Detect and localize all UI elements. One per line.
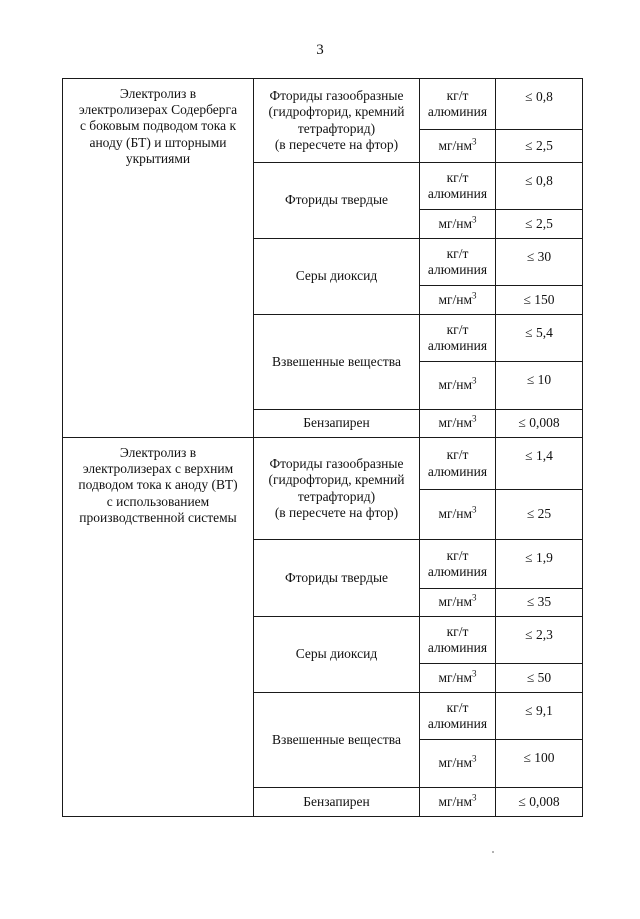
unit-base: мг/нм bbox=[438, 594, 473, 610]
unit-line: кг/т bbox=[446, 169, 469, 185]
unit-cell bbox=[420, 438, 496, 490]
limit-value-cell: ≤ 100 bbox=[496, 740, 583, 788]
pollutant-text-line: Бензапирен bbox=[303, 793, 370, 809]
unit-cell bbox=[420, 163, 496, 210]
unit-cell bbox=[420, 664, 496, 693]
pollutant-cell bbox=[254, 239, 420, 315]
unit-line: кг/т bbox=[446, 623, 469, 639]
unit-cell bbox=[420, 589, 496, 617]
pollutant-cell bbox=[254, 693, 420, 788]
limit-value-cell: ≤ 25 bbox=[496, 490, 583, 540]
unit-superscript: 3 bbox=[472, 668, 477, 679]
unit-cell bbox=[420, 490, 496, 540]
unit-superscript: 3 bbox=[472, 753, 477, 764]
unit-superscript: 3 bbox=[472, 136, 477, 147]
process-text-line: подводом тока к аноду (ВТ) bbox=[78, 477, 238, 493]
pollutant-cell bbox=[254, 410, 420, 438]
pollutant-text-line: Фториды газообразные bbox=[269, 88, 404, 104]
unit-cell bbox=[420, 410, 496, 438]
emission-standards-table bbox=[62, 78, 583, 817]
unit-line: кг/т bbox=[446, 245, 469, 261]
unit-cell bbox=[420, 315, 496, 362]
pollutant-cell bbox=[254, 438, 420, 540]
pollutant-cell bbox=[254, 788, 420, 817]
unit-cell bbox=[420, 210, 496, 239]
process-text-line: укрытиями bbox=[125, 150, 191, 166]
unit-base: мг/нм bbox=[438, 506, 473, 522]
limit-value-cell: ≤ 2,5 bbox=[496, 130, 583, 163]
unit-line: кг/т bbox=[446, 547, 469, 563]
unit-line: алюминия bbox=[427, 640, 488, 655]
pollutant-text-line: (в пересчете на фтор) bbox=[274, 504, 399, 520]
limit-value-cell: ≤ 50 bbox=[496, 664, 583, 693]
pollutant-text-line: (в пересчете на фтор) bbox=[274, 136, 399, 152]
limit-value-cell: ≤ 2,5 bbox=[496, 210, 583, 239]
limit-value-cell: ≤ 35 bbox=[496, 589, 583, 617]
unit-cell bbox=[420, 788, 496, 817]
unit-line: алюминия bbox=[427, 262, 488, 277]
pollutant-text-line: (гидрофторид, кремний bbox=[268, 104, 405, 120]
pollutant-text-line: тетрафторид) bbox=[297, 120, 376, 136]
unit-line: кг/т bbox=[446, 87, 469, 103]
pollutant-cell bbox=[254, 617, 420, 693]
unit-superscript: 3 bbox=[472, 290, 477, 301]
limit-value-cell: ≤ 0,8 bbox=[496, 79, 583, 130]
unit-line: кг/т bbox=[446, 699, 469, 715]
limit-value-cell: ≤ 150 bbox=[496, 286, 583, 315]
limit-value-cell: ≤ 1,4 bbox=[496, 438, 583, 490]
pollutant-text-line: тетрафторид) bbox=[297, 488, 376, 504]
pollutant-text-line: Бензапирен bbox=[303, 415, 370, 431]
unit-line: алюминия bbox=[427, 186, 488, 201]
limit-value-cell: ≤ 2,3 bbox=[496, 617, 583, 664]
unit-cell bbox=[420, 740, 496, 788]
pollutant-text-line: Серы диоксид bbox=[295, 268, 378, 284]
limit-value-cell: ≤ 0,008 bbox=[496, 410, 583, 438]
limit-value-cell: ≤ 30 bbox=[496, 239, 583, 286]
limit-value-cell: ≤ 0,8 bbox=[496, 163, 583, 210]
process-text-line: производственной системы bbox=[79, 509, 237, 525]
unit-base: мг/нм bbox=[438, 291, 473, 307]
process-text-line: Электролиз в bbox=[119, 86, 197, 101]
process-cell bbox=[63, 438, 254, 817]
unit-superscript: 3 bbox=[472, 504, 477, 515]
unit-line: алюминия bbox=[427, 564, 488, 579]
process-text-line: электролизерах Содерберга bbox=[78, 102, 238, 118]
unit-cell bbox=[420, 362, 496, 410]
process-text-line: с использованием bbox=[106, 493, 210, 509]
pollutant-text-line: Серы диоксид bbox=[295, 646, 378, 662]
unit-line: кг/т bbox=[446, 321, 469, 337]
unit-line: алюминия bbox=[427, 104, 488, 119]
page-number: 3 bbox=[316, 42, 324, 58]
unit-superscript: 3 bbox=[472, 413, 477, 424]
process-cell bbox=[63, 79, 254, 438]
pollutant-text-line: (гидрофторид, кремний bbox=[268, 472, 405, 488]
unit-cell bbox=[420, 540, 496, 589]
unit-line: алюминия bbox=[427, 338, 488, 353]
unit-superscript: 3 bbox=[472, 214, 477, 225]
unit-cell bbox=[420, 239, 496, 286]
unit-line: кг/т bbox=[446, 447, 469, 463]
unit-superscript: 3 bbox=[472, 792, 477, 803]
unit-cell bbox=[420, 79, 496, 130]
pollutant-cell bbox=[254, 79, 420, 163]
pollutant-cell bbox=[254, 315, 420, 410]
pollutant-text-line: Взвешенные вещества bbox=[272, 353, 401, 369]
unit-superscript: 3 bbox=[472, 592, 477, 603]
pollutant-cell bbox=[254, 163, 420, 239]
process-text-line: аноду (БТ) и шторными bbox=[89, 134, 227, 150]
pollutant-text-line: Фториды твердые bbox=[284, 569, 389, 585]
limit-value-cell: ≤ 5,4 bbox=[496, 315, 583, 362]
pollutant-cell bbox=[254, 540, 420, 617]
unit-cell bbox=[420, 693, 496, 740]
unit-base: мг/нм bbox=[438, 377, 473, 393]
unit-base: мг/нм bbox=[438, 669, 473, 685]
unit-base: мг/нм bbox=[438, 415, 473, 431]
process-text-line: электролизерах с верхним bbox=[82, 461, 234, 477]
unit-line: алюминия bbox=[427, 716, 488, 731]
unit-base: мг/нм bbox=[438, 137, 473, 153]
unit-cell bbox=[420, 617, 496, 664]
pollutant-text-line: Фториды газообразные bbox=[269, 456, 404, 472]
unit-cell bbox=[420, 286, 496, 315]
unit-base: мг/нм bbox=[438, 793, 473, 809]
scan-speck bbox=[492, 851, 494, 853]
unit-line: алюминия bbox=[427, 463, 488, 479]
limit-value-cell: ≤ 0,008 bbox=[496, 788, 583, 817]
limit-value-cell: ≤ 1,9 bbox=[496, 540, 583, 589]
unit-base: мг/нм bbox=[438, 215, 473, 231]
process-text-line: Электролиз в bbox=[119, 445, 197, 460]
pollutant-text-line: Фториды твердые bbox=[284, 192, 389, 208]
limit-value-cell: ≤ 10 bbox=[496, 362, 583, 410]
unit-base: мг/нм bbox=[438, 755, 473, 771]
table-row bbox=[63, 79, 583, 130]
process-text-line: с боковым подводом тока к bbox=[79, 118, 237, 134]
pollutant-text-line: Взвешенные вещества bbox=[272, 731, 401, 747]
table-row bbox=[63, 438, 583, 490]
limit-value-cell: ≤ 9,1 bbox=[496, 693, 583, 740]
unit-superscript: 3 bbox=[472, 375, 477, 386]
unit-cell bbox=[420, 130, 496, 163]
